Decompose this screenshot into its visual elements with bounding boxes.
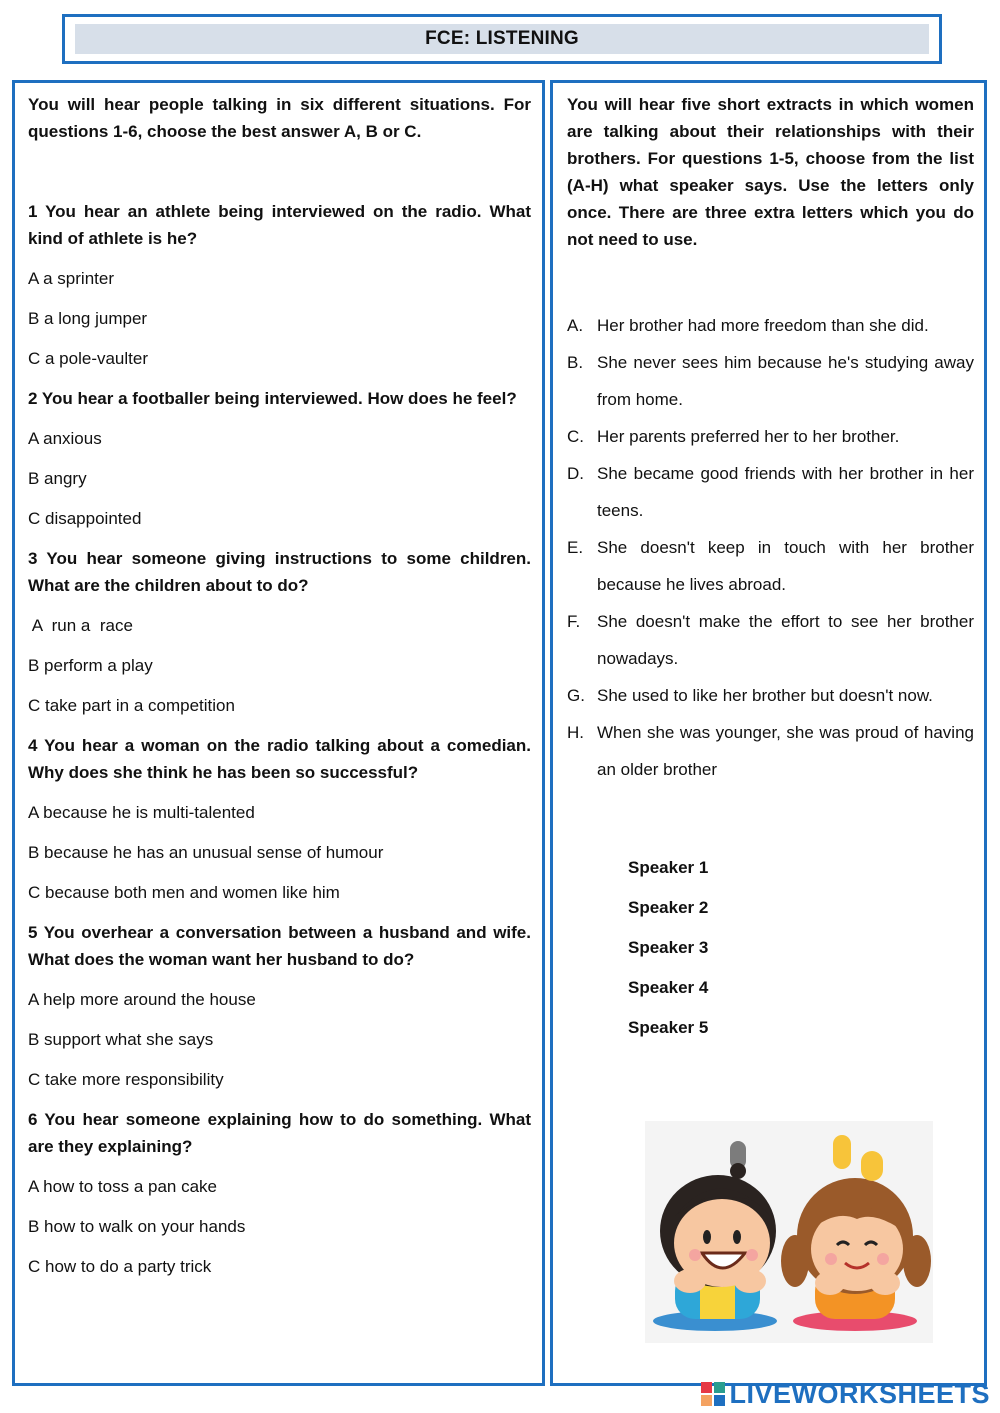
q2-option-c[interactable]: C disappointed <box>28 509 142 528</box>
q6-option-b[interactable]: B how to walk on your hands <box>28 1217 246 1236</box>
answer-option-c <box>567 418 974 455</box>
option-letter: G. <box>567 686 585 705</box>
option-letter: H. <box>567 723 584 742</box>
option-letter: B. <box>567 353 584 372</box>
q4-option-a[interactable]: A because he is multi-talented <box>28 803 255 822</box>
option-letter: E. <box>567 538 584 557</box>
children-drawing <box>645 1121 933 1343</box>
question-3: 3 You hear someone giving instructions to some children. What are the children about to do? <box>28 549 531 595</box>
option-text: When she was younger, she was proud of having an older brother <box>597 723 974 779</box>
title-box <box>62 14 942 64</box>
liveworksheets-logo-icon <box>701 1382 725 1406</box>
q3-option-c[interactable]: C take part in a competition <box>28 696 235 715</box>
answer-option-b <box>567 344 974 418</box>
option-text: She doesn't make the effort to see her brother nowadays. <box>597 612 974 668</box>
speaker-1-label: Speaker 1 <box>628 858 709 877</box>
left-panel <box>12 80 545 1386</box>
option-text: She used to like her brother but doesn't now. <box>597 686 933 705</box>
q4-option-c[interactable]: C because both men and women like him <box>28 883 340 902</box>
option-letter: F. <box>567 612 581 631</box>
q5-option-b[interactable]: B support what she says <box>28 1030 214 1049</box>
answer-option-e <box>567 529 974 603</box>
right-instructions: You will hear five short extracts in which women are talking about their relationships with their brothers. For questions 1-5, choose from the list (A-H) what speaker says. Use the letters only once. There are three extra letters which you do not need to use. <box>567 95 974 249</box>
speaker-5-label: Speaker 5 <box>628 1018 709 1037</box>
girl-figure <box>781 1135 931 1319</box>
option-text: Her parents preferred her to her brother. <box>597 427 900 446</box>
answer-option-d <box>567 455 974 529</box>
answer-option-a <box>567 307 974 344</box>
speaker-4-label: Speaker 4 <box>628 978 709 997</box>
option-text: She became good friends with her brother in her teens. <box>597 464 974 520</box>
q2-option-b[interactable]: B angry <box>28 469 87 488</box>
boy-figure <box>660 1141 776 1319</box>
option-text: Her brother had more freedom than she did. <box>597 316 929 335</box>
q4-option-b[interactable]: B because he has an unusual sense of humour <box>28 843 384 862</box>
question-6: 6 You hear someone explaining how to do something. What are they explaining? <box>28 1110 531 1156</box>
q1-option-a[interactable]: A a sprinter <box>28 269 114 288</box>
question-1: 1 You hear an athlete being interviewed on the radio. What kind of athlete is he? <box>28 202 531 248</box>
answer-option-g <box>567 677 974 714</box>
answer-option-f <box>567 603 974 677</box>
q1-option-b[interactable]: B a long jumper <box>28 309 148 328</box>
speaker-2-label: Speaker 2 <box>628 898 709 917</box>
q3-option-b[interactable]: B perform a play <box>28 656 153 675</box>
page-title: FCE: LISTENING <box>75 24 929 54</box>
q6-option-c[interactable]: C how to do a party trick <box>28 1257 212 1276</box>
left-instructions: You will hear people talking in six different situations. For questions 1-6, choose the best answer A, B or C. <box>28 95 531 141</box>
question-5: 5 You overhear a conversation between a husband and wife. What does the woman want her husband to do? <box>28 923 531 969</box>
option-text: She doesn't keep in touch with her brother because he lives abroad. <box>597 538 974 594</box>
q5-option-a[interactable]: A help more around the house <box>28 990 256 1009</box>
answer-options-list <box>567 307 974 788</box>
option-text: She never sees him because he's studying away from home. <box>597 353 974 409</box>
liveworksheets-watermark <box>701 1379 990 1409</box>
right-panel <box>550 80 987 1386</box>
option-letter: C. <box>567 427 584 446</box>
option-letter: D. <box>567 464 584 483</box>
speaker-3-label: Speaker 3 <box>628 938 709 957</box>
question-2: 2 You hear a footballer being interviewed. How does he feel? <box>28 389 517 408</box>
answer-option-h <box>567 714 974 788</box>
watermark-text: LIVEWORKSHEETS <box>729 1378 990 1409</box>
q1-option-c[interactable]: C a pole-vaulter <box>28 349 149 368</box>
children-illustration <box>645 1121 933 1343</box>
q3-option-a[interactable]: A run a race <box>28 616 133 635</box>
q2-option-a[interactable]: A anxious <box>28 429 102 448</box>
question-4: 4 You hear a woman on the radio talking about a comedian. Why does she think he has been so successful? <box>28 736 531 782</box>
q6-option-a[interactable]: A how to toss a pan cake <box>28 1177 218 1196</box>
q5-option-c[interactable]: C take more responsibility <box>28 1070 224 1089</box>
speaker-list <box>628 854 974 1041</box>
option-letter: A. <box>567 316 584 335</box>
